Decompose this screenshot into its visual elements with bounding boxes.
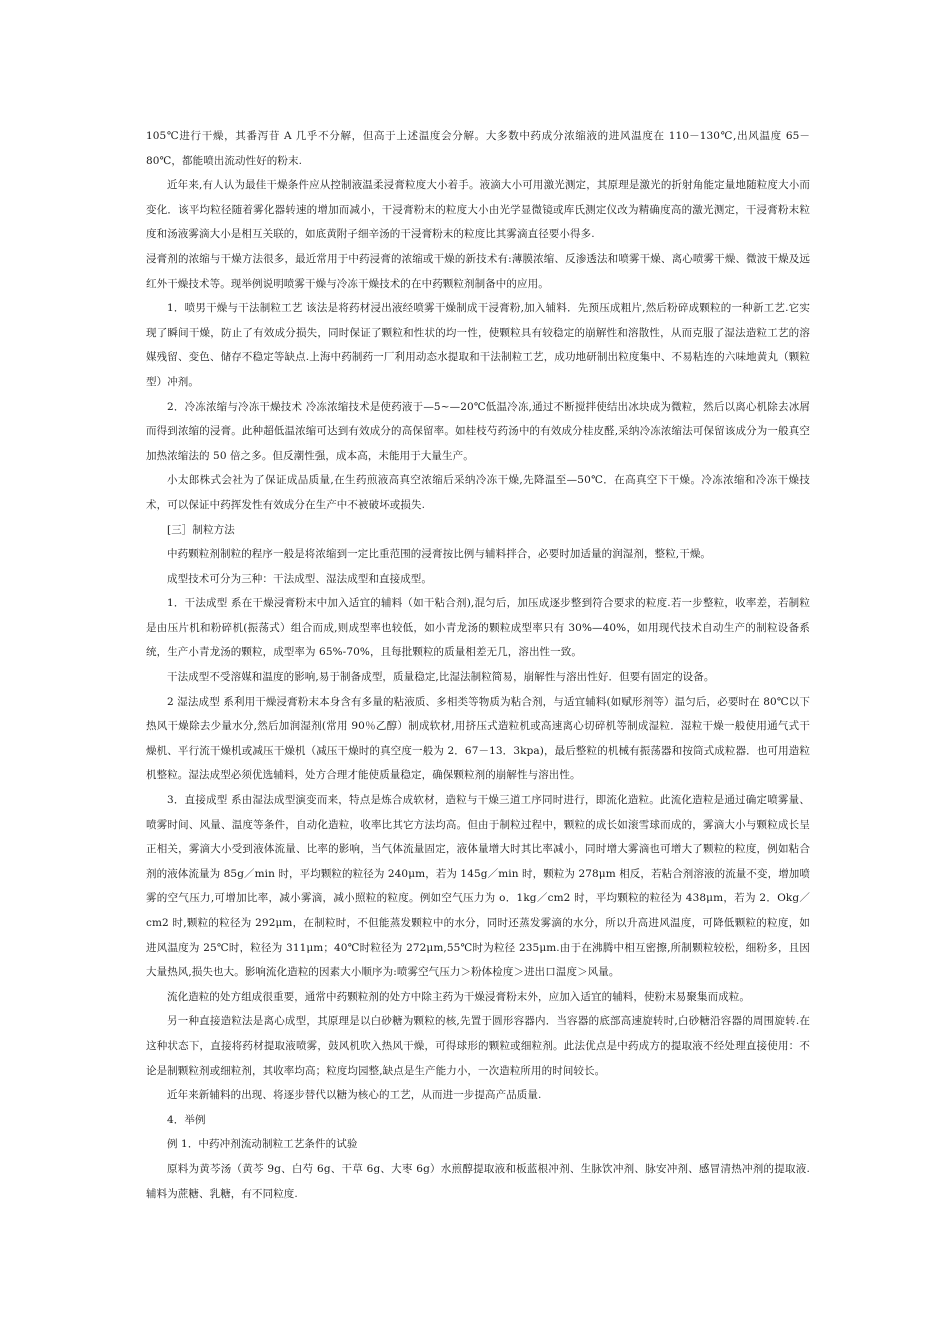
example-title: 例 1．中药冲剂流动制粒工艺条件的试验 [167, 1138, 358, 1151]
paragraph: 近年来,有人认为最佳干燥条件应从控制液温柔浸膏粒度大小着手。液滴大小可用激光测定，其原理是激光的折射角能定量地随粒度大小而变化．该平均粒径随着雾化器转速的增加而减小，干浸膏粉末的粒度大小由光学显微镜或库氏测定仪改为精确度高的激光测定，干浸膏粉末粒度和汤液雾滴大小是相互关联的，如底黄附子细辛汤的干浸膏粉末的粒度比其雾滴直径要小得多. [146, 179, 810, 241]
paragraph: 2 湿法成型 系利用干燥浸膏粉末本身含有多量的粘液质、多相类等物质为粘合剂，与适宜辅料(如赋形剂等）温匀后，必要时在 80℃以下热风干燥除去少量水分,然后加润湿剂(常用 90％乙醇）制成软材,用挤压式造粒机或高速离心切碎机等制成湿粒．湿粒干燥一般使用通气式干燥机、平行流干燥机或减压干燥机（减压干燥时的真空度一般为 2．67－13．3kpa)，最后整粒的机械有振荡器和按筒式成粒器．也可用造粒机整粒。湿法成型必须优选辅料，处方合理才能使质量稳定，确保颗粒剂的崩解性与溶出性。 [146, 695, 810, 782]
document-page [146, 124, 810, 1206]
paragraph: 3．直接成型 系由湿法成型演变而来，特点是炼合成软材，造粒与干燥三道工序同时进行，即流化造粒。此流化造粒是通过确定喷雾量、喷雾时间、风量、温度等条件，自动化造粒，收率比其它方法均高。但由于制粒过程中，颗粒的成长如滚雪球而成的，雾滴大小与颗粒成长呈正相关，雾滴大小受到液体流量、比率的影响，当气体流量固定，液体量增大时其比率减小，同时增大雾滴也可增大了颗粒的粒度，例如粘合剂的液体流量为 85g／min 时，平均颗粒的粒径为 240μm，若为 145g／min 时，颗粒为 278μm 相反，若粘合剂溶液的流量不变，增加喷雾的空气压力,可增加比率，减小雾滴，减小照粒的粒度。例如空气压力为 o．1kg／cm2 时，平均颗粒的粒径为 438μm，若为 2．Okg／cm2 时,颗粒的粒径为 292μm，在制粒时，不但能蒸发颗粒中的水分，同时还蒸发雾滴的水分，所以升高进风温度，可降低颗粒的粒度，如进风温度为 25℃时，粒径为 311μm；40℃时粒径为 272μm,55℃时为粒径 235μm.由于在沸腾中相互密擦,所制颗粒较松，细粉多，且因大量热风,损失也大。影响流化造粒的因素大小顺序为:喷雾空气压力＞粉体检度＞进出口温度＞风量。 [146, 794, 811, 979]
section-heading: [三］制粒方法 [167, 523, 235, 536]
paragraph: 成型技术可分为三种：干法成型、湿法成型和直接成型。 [167, 572, 432, 585]
paragraph: 另一种直接造粒法是离心成型，其原理是以白砂糖为颗粒的核,先置于圆形容器内．当容器的底部高速旋转时,白砂糖沿容器的周围旋转.在这种状态下，直接将药材提取液喷雾，鼓风机吹入热风干燥，可得球形的颗粒或细粒剂。此法优点是中药成方的提取液不经处理直接使用：不论是制颗粒剂或细粒剂，其收率均高；粒度均园整,缺点是生产能力小，一次造粒所用的时间较长。 [146, 1015, 810, 1077]
paragraph: 1．喷男干燥与干法制粒工艺 该法是将药材浸出液经喷雾干燥制成干浸膏粉,加入辅料．先预压成粗片,然后粉碎成颗粒的一种新工艺.它实现了瞬间干燥，防止了有效成分损失，同时保证了颗粒和性状的均一性，使颗粒具有较稳定的崩解性和溶散性，从而克服了湿法造粒工艺的溶媒残留、变色、储存不稳定等缺点.上海中药制药一厂利用动态水提取和干法制粒工艺，成功地研制出粒度集中、不易粘连的六味地黄丸（颗粒型）冲剂。 [146, 302, 810, 388]
paragraph: 小太郎株式会社为了保证成品质量,在生药煎液高真空浓缩后采纳冷冻干燥,先降温至—50℃．在高真空下干燥。冷冻浓缩和冷冻干燥技术，可以保证中药挥发性有效成分在生产中不被破坏或损失. [146, 474, 810, 511]
paragraph: 中药颗粒剂制粒的程序一般是将浓缩到一定比重范围的浸膏按比例与辅料拌合，必要时加适量的润湿剂，整粒,干燥。 [167, 548, 712, 561]
paragraph: 2．冷冻浓缩与冷冻干燥技术 冷冻浓缩技术是使药液于—5~—20℃低温冷冻,通过不断搅拌使结出冰块成为微粒，然后以离心机除去冰屑而得到浓缩的浸膏。此种超低温浓缩可达到有效成分的高保留率。如桂枝芍药汤中的有效成分桂皮醛,采纳冷冻浓缩法可保留该成分为一般真空加热浓缩法的 50 倍之多。但反潮性强，成本高，未能用于大量生产。 [146, 400, 810, 462]
paragraph: 原料为黄芩汤（黄芩 9g、白芍 6g、干草 6g、大枣 6g）水煎醇提取液和板蓝根冲剂、生脉饮冲剂、脉安冲剂、感冒清热冲剂的提取液.辅料为蔗糖、乳糖，有不同粒度. [146, 1162, 810, 1200]
paragraph: 近年来新辅料的出现、将逐步替代以糖为核心的工艺，从而进一步提高产品质量. [167, 1089, 542, 1102]
section-heading: 4．举例 [167, 1113, 206, 1126]
paragraph: 浸膏剂的浓缩与干燥方法很多，最近常用于中药浸膏的浓缩或干燥的新技术有:薄膜浓缩、反渗透法和喷雾干燥、离心喷雾干燥、微波干燥及远红外干燥技术等。现举例说明喷雾干燥与冷冻干燥技术的在中药颗粒剂制备中的应用。 [146, 252, 810, 290]
paragraph: 105℃进行干燥，其番泻苷 A 几乎不分解，但高于上述温度会分解。大多数中药成分浓缩液的进风温度在 110－130℃,出风温度 65－80℃，都能喷出流动性好的粉末. [146, 130, 810, 167]
paragraph: 1．干法成型 系在干燥浸膏粉末中加入适宜的辅料（如干粘合剂),混匀后，加压成逐步整到符合要求的粒度.若一步整粒，收率差，若制粒是由压片机和粉碎机(振荡式）组合而成,则成型率也较低，如小青龙汤的颗粒成型率只有 30%—40%，如用现代技术自动生产的制粒设备系统，生产小青龙汤的颗粒，成型率为 65%-70%，且每批颗粒的质量相差无几，溶出性一致。 [146, 597, 810, 659]
paragraph: 干法成型不受溶媒和温度的影响,易于制备成型，质量稳定,比湿法制粒简易，崩解性与溶出性好．但要有固定的设备。 [167, 671, 715, 684]
paragraph: 流化造粒的处方组成很重要，通常中药颗粒剂的处方中除主药为干燥浸膏粉末外，应加入适宜的辅料，使粉末易聚集而成粒。 [167, 990, 750, 1003]
